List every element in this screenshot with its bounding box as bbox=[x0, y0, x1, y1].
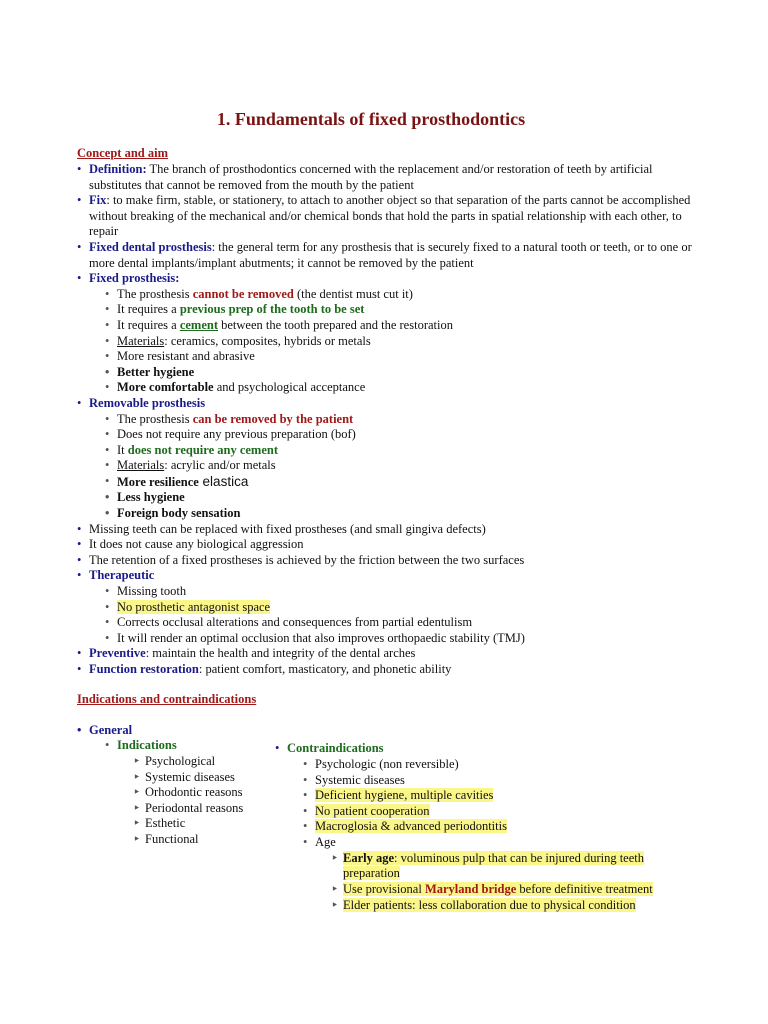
age-item-elder bbox=[343, 898, 636, 914]
sans-span: elastica bbox=[198, 473, 249, 489]
removable-item-6: • Less hygiene bbox=[77, 490, 697, 506]
preventive-text: : maintain the health and integrity of the dental arches bbox=[145, 646, 416, 661]
highlighted-span: No patient cooperation bbox=[315, 804, 430, 818]
highlighted-span: No prosthetic antagonist space bbox=[117, 599, 271, 614]
emphasis-span: Maryland bridge bbox=[424, 882, 517, 896]
removable-prosthesis-label: Removable prosthesis bbox=[89, 395, 206, 410]
text-span: The prosthesis bbox=[117, 411, 193, 426]
missing-teeth-item: • Missing teeth can be replaced with fixed prostheses (and small gingiva defects) bbox=[77, 522, 697, 538]
fixed-item-7 bbox=[77, 380, 697, 396]
highlighted-span bbox=[343, 882, 653, 896]
preventive-item bbox=[77, 646, 697, 662]
contraindication-item bbox=[315, 788, 493, 804]
text-span: : acrylic and/or metals bbox=[164, 458, 276, 473]
highlighted-span: preparation bbox=[343, 866, 400, 880]
highlighted-span: Deficient hygiene, multiple cavities bbox=[315, 788, 494, 802]
removable-prosthesis-item bbox=[77, 396, 697, 412]
section-heading-concept: Concept and aim bbox=[77, 146, 168, 160]
text-span: It requires a bbox=[117, 317, 180, 332]
underlined-span: Materials bbox=[117, 458, 165, 473]
fix-text: : to make firm, stable, or stationery, to attach to another object so that separation of the parts cannot be accomplished without breaking of the mechanical and/or chemical bonds that hold the parts in spatial relationship with each other, to repair bbox=[89, 193, 691, 239]
contraindication-item: • Systemic diseases bbox=[315, 773, 405, 789]
removable-item-7: • Foreign body sensation bbox=[77, 506, 697, 522]
therapeutic-item-4: • It will render an optimal occlusion that also improves orthopaedic stability (TMJ) bbox=[77, 631, 697, 647]
definition-label: Definition: bbox=[89, 162, 147, 176]
fdp-item bbox=[77, 240, 697, 271]
fdp-label: Fixed dental prosthesis bbox=[89, 239, 212, 254]
definition-item bbox=[77, 162, 697, 193]
contraindication-item: • Psychologic (non reversible) bbox=[315, 757, 459, 773]
age-item-early-continued bbox=[343, 866, 400, 882]
fixed-item-5: • More resistant and abrasive bbox=[77, 349, 697, 365]
emphasis-span: cement bbox=[179, 317, 218, 332]
therapeutic-item-1: • Missing tooth bbox=[77, 584, 697, 600]
fixed-item-3 bbox=[77, 318, 697, 334]
indication-item: ‣ Periodontal reasons bbox=[145, 801, 243, 817]
fixed-prosthesis-label: Fixed prosthesis: bbox=[89, 271, 180, 286]
removable-item-4 bbox=[77, 458, 697, 474]
emphasis-span: previous prep of the tooth to be set bbox=[179, 302, 365, 317]
fixed-item-6: • Better hygiene bbox=[77, 365, 697, 381]
bold-span: More comfortable bbox=[117, 380, 214, 395]
retention-item: • The retention of a fixed prostheses is achieved by the friction between the two surfaces bbox=[77, 553, 697, 569]
contraindication-item bbox=[315, 819, 507, 835]
highlighted-span bbox=[343, 851, 644, 865]
concept-list bbox=[77, 162, 697, 678]
text-span: It requires a bbox=[117, 302, 180, 317]
bold-span: Early age bbox=[343, 851, 395, 865]
function-restoration-text: : patient comfort, masticatory, and phonetic ability bbox=[198, 662, 452, 676]
text-span: Use provisional bbox=[343, 882, 425, 896]
emphasis-span: does not require any cement bbox=[127, 442, 278, 457]
contraindications-label: Contraindications bbox=[287, 741, 384, 755]
function-restoration-item bbox=[77, 662, 697, 678]
fix-item bbox=[77, 193, 697, 240]
highlighted-span: Elder patients: less collaboration due to physical condition bbox=[343, 898, 636, 912]
text-span: It bbox=[117, 442, 128, 457]
therapeutic-item bbox=[77, 568, 697, 584]
indications-label: Indications bbox=[117, 738, 177, 752]
text-span: and psychological acceptance bbox=[213, 380, 366, 395]
biological-aggression-item: • It does not cause any biological aggression bbox=[77, 537, 697, 553]
section-heading-indications: Indications and contraindications bbox=[77, 692, 257, 706]
indication-item: ‣ Psychological bbox=[145, 754, 215, 770]
fixed-item-1 bbox=[77, 287, 697, 303]
bold-span: More resilience bbox=[117, 474, 199, 489]
removable-item-5 bbox=[77, 474, 697, 491]
age-item-maryland bbox=[343, 882, 653, 898]
therapeutic-label: Therapeutic bbox=[89, 568, 155, 583]
text-span: before definitive treatment bbox=[516, 882, 653, 896]
preventive-label: Preventive bbox=[89, 646, 146, 661]
therapeutic-item-2 bbox=[77, 600, 697, 616]
therapeutic-item-3: • Corrects occlusal alterations and consequences from partial edentulism bbox=[77, 615, 697, 631]
highlighted-span: Macroglosia & advanced periodontitis bbox=[315, 819, 507, 833]
indication-item: ‣ Systemic diseases bbox=[145, 770, 235, 786]
indication-item: ‣ Esthetic bbox=[145, 816, 185, 832]
age-item-early bbox=[343, 851, 644, 867]
text-span: between the tooth prepared and the restoration bbox=[218, 317, 453, 332]
indication-item: ‣ Orhodontic reasons bbox=[145, 785, 243, 801]
removable-item-2: • Does not require any previous preparation (bof) bbox=[77, 427, 697, 443]
function-restoration-label: Function restoration bbox=[89, 662, 199, 676]
removable-item-1 bbox=[77, 412, 697, 428]
fixed-item-4 bbox=[77, 334, 697, 350]
emphasis-span: cannot be removed bbox=[192, 286, 294, 301]
contraindications-group bbox=[287, 741, 384, 757]
underlined-span: Materials bbox=[117, 333, 165, 348]
text-span: (the dentist must cut it) bbox=[293, 286, 413, 301]
emphasis-span: can be removed by the patient bbox=[192, 411, 354, 426]
definition-text: The branch of prosthodontics concerned with the replacement and/or restoration of teeth by artificial substitutes that cannot be removed from the mouth by the patient bbox=[89, 162, 653, 192]
general-label: • General bbox=[89, 723, 132, 739]
removable-item-3 bbox=[77, 443, 697, 459]
text-span: The prosthesis bbox=[117, 286, 193, 301]
contraindication-item bbox=[315, 804, 430, 820]
text-span: : ceramics, composites, hybrids or metals bbox=[164, 333, 371, 348]
fixed-item-2 bbox=[77, 302, 697, 318]
indications-group bbox=[117, 738, 177, 754]
page-title: 1. Fundamentals of fixed prosthodontics bbox=[216, 109, 526, 129]
fixed-prosthesis-item bbox=[77, 271, 697, 287]
contraindication-item: • Age bbox=[315, 835, 336, 851]
fix-label: Fix bbox=[89, 193, 107, 208]
fdp-text: : the general term for any prosthesis that is securely fixed to a natural tooth or teeth, or to one or more dental implants/implant abutments; it cannot be removed by the patient bbox=[89, 239, 692, 270]
indication-item: ‣ Functional bbox=[145, 832, 198, 848]
text-span: : voluminous pulp that can be injured during teeth bbox=[394, 851, 644, 865]
